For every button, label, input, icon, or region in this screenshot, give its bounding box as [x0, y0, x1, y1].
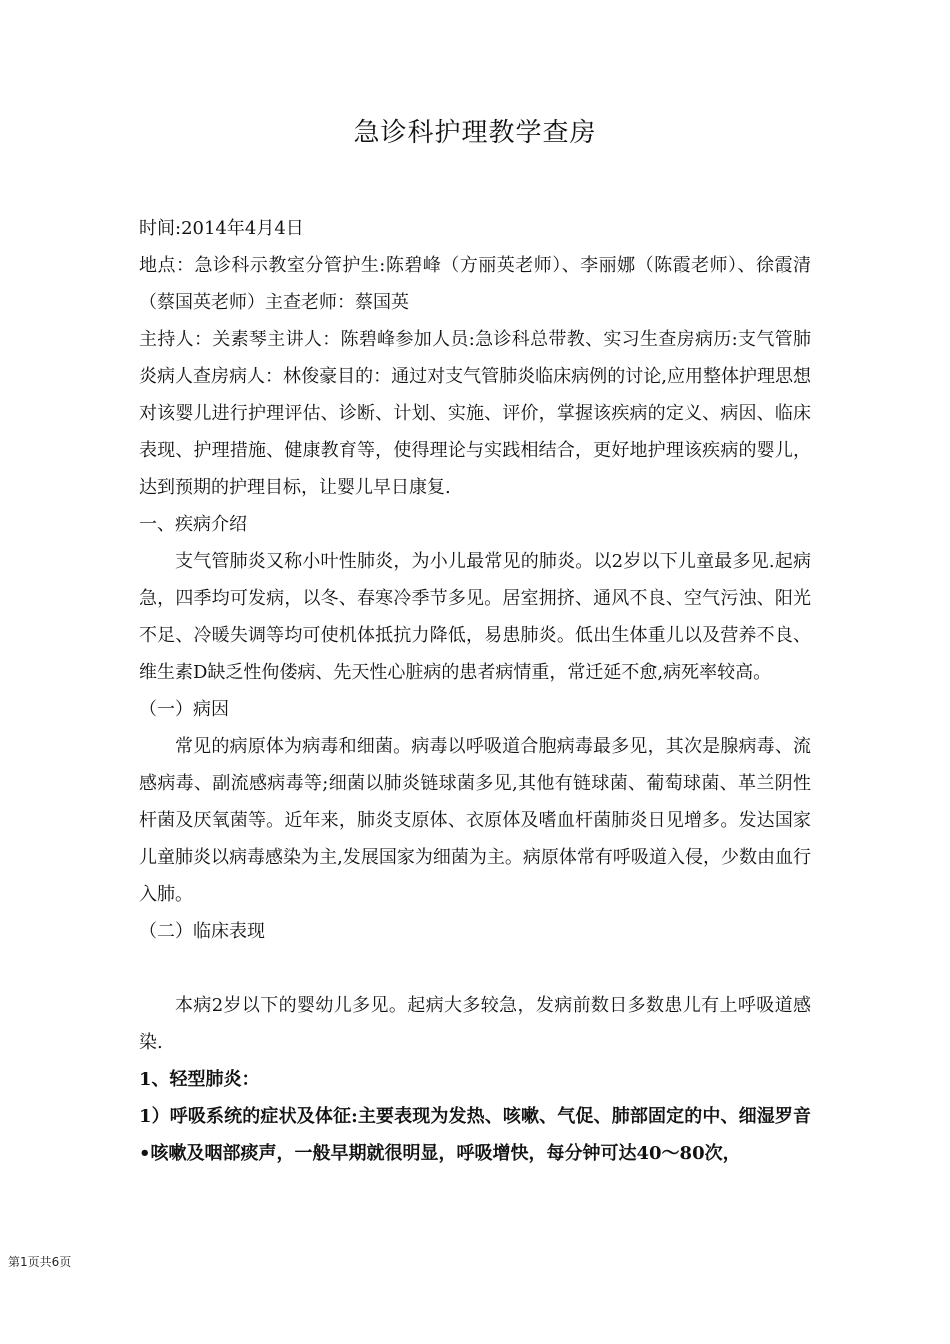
meta-location-staff: 地点：急诊科示教室分管护生:陈碧峰（方丽英老师）、李丽娜（陈霞老师）、徐霞清（蔡国英老师）主查老师：蔡国英 — [139, 255, 811, 313]
blank-gap — [139, 950, 811, 987]
document-body — [139, 210, 811, 1172]
subsection-paragraph-clinical: 本病2岁以下的婴幼儿多见。起病大多较急，发病前数日多数患儿有上呼吸道感染. — [139, 995, 811, 1053]
subsection-heading-cause: （一）病因 — [139, 699, 229, 720]
subsection-paragraph-cause: 常见的病原体为病毒和细菌。病毒以呼吸道合胞病毒最多见，其次是腺病毒、流感病毒、副流感病毒等;细菌以肺炎链球菌多见,其他有链球菌、葡萄球菌、革兰阴性杆菌及厌氧菌等。近年来，肺炎支原体、衣原体及嗜血杆菌肺炎日见增多。发达国家儿童肺炎以病毒感染为主,发展国家为细菌为主。病原体常有呼吸道入侵，少数由血行入肺。 — [139, 736, 811, 905]
mild-pneumonia-item-1: 1）呼吸系统的症状及体征:主要表现为发热、咳嗽、气促、肺部固定的中、细湿罗音•咳嗽及咽部痰声，一般早期就很明显，呼吸增快，每分钟可达40〜80次， — [139, 1106, 811, 1164]
document-title: 急诊科护理教学查房 — [353, 118, 597, 148]
subsection-heading-clinical: （二）临床表现 — [139, 921, 265, 942]
meta-host-purpose: 主持人：关素琴主讲人：陈碧峰参加人员:急诊科总带教、实习生查房病历:支气管肺炎病人查房病人：林俊豪目的：通过对支气管肺炎临床病例的讨论,应用整体护理思想对该婴儿进行护理评估、诊断、计划、实施、评价，掌握该疾病的定义、病因、临床表现、护理措施、健康教育等，使得理论与实践相结合，更好地护理该疾病的婴儿，达到预期的护理目标，让婴儿早日康复. — [139, 329, 811, 498]
page-number: 第1页共6页 — [8, 1255, 72, 1269]
section-paragraph-intro: 支气管肺炎又称小叶性肺炎，为小儿最常见的肺炎。以2岁以下儿童最多见.起病急，四季均可发病，以冬、春寒冷季节多见。居室拥挤、通风不良、空气污浊、阳光不足、冷暖失调等均可使机体抵抗力降低，易患肺炎。低出生体重儿以及营养不良、维生素D缺乏性佝偻病、先天性心脏病的患者病情重，常迁延不愈,病死率较高。 — [139, 551, 811, 683]
section-heading-disease-intro: 一、疾病介绍 — [139, 514, 247, 535]
mild-pneumonia-heading: 1、轻型肺炎： — [139, 1069, 260, 1090]
meta-time: 时间:2014年4月4日 — [139, 218, 304, 239]
